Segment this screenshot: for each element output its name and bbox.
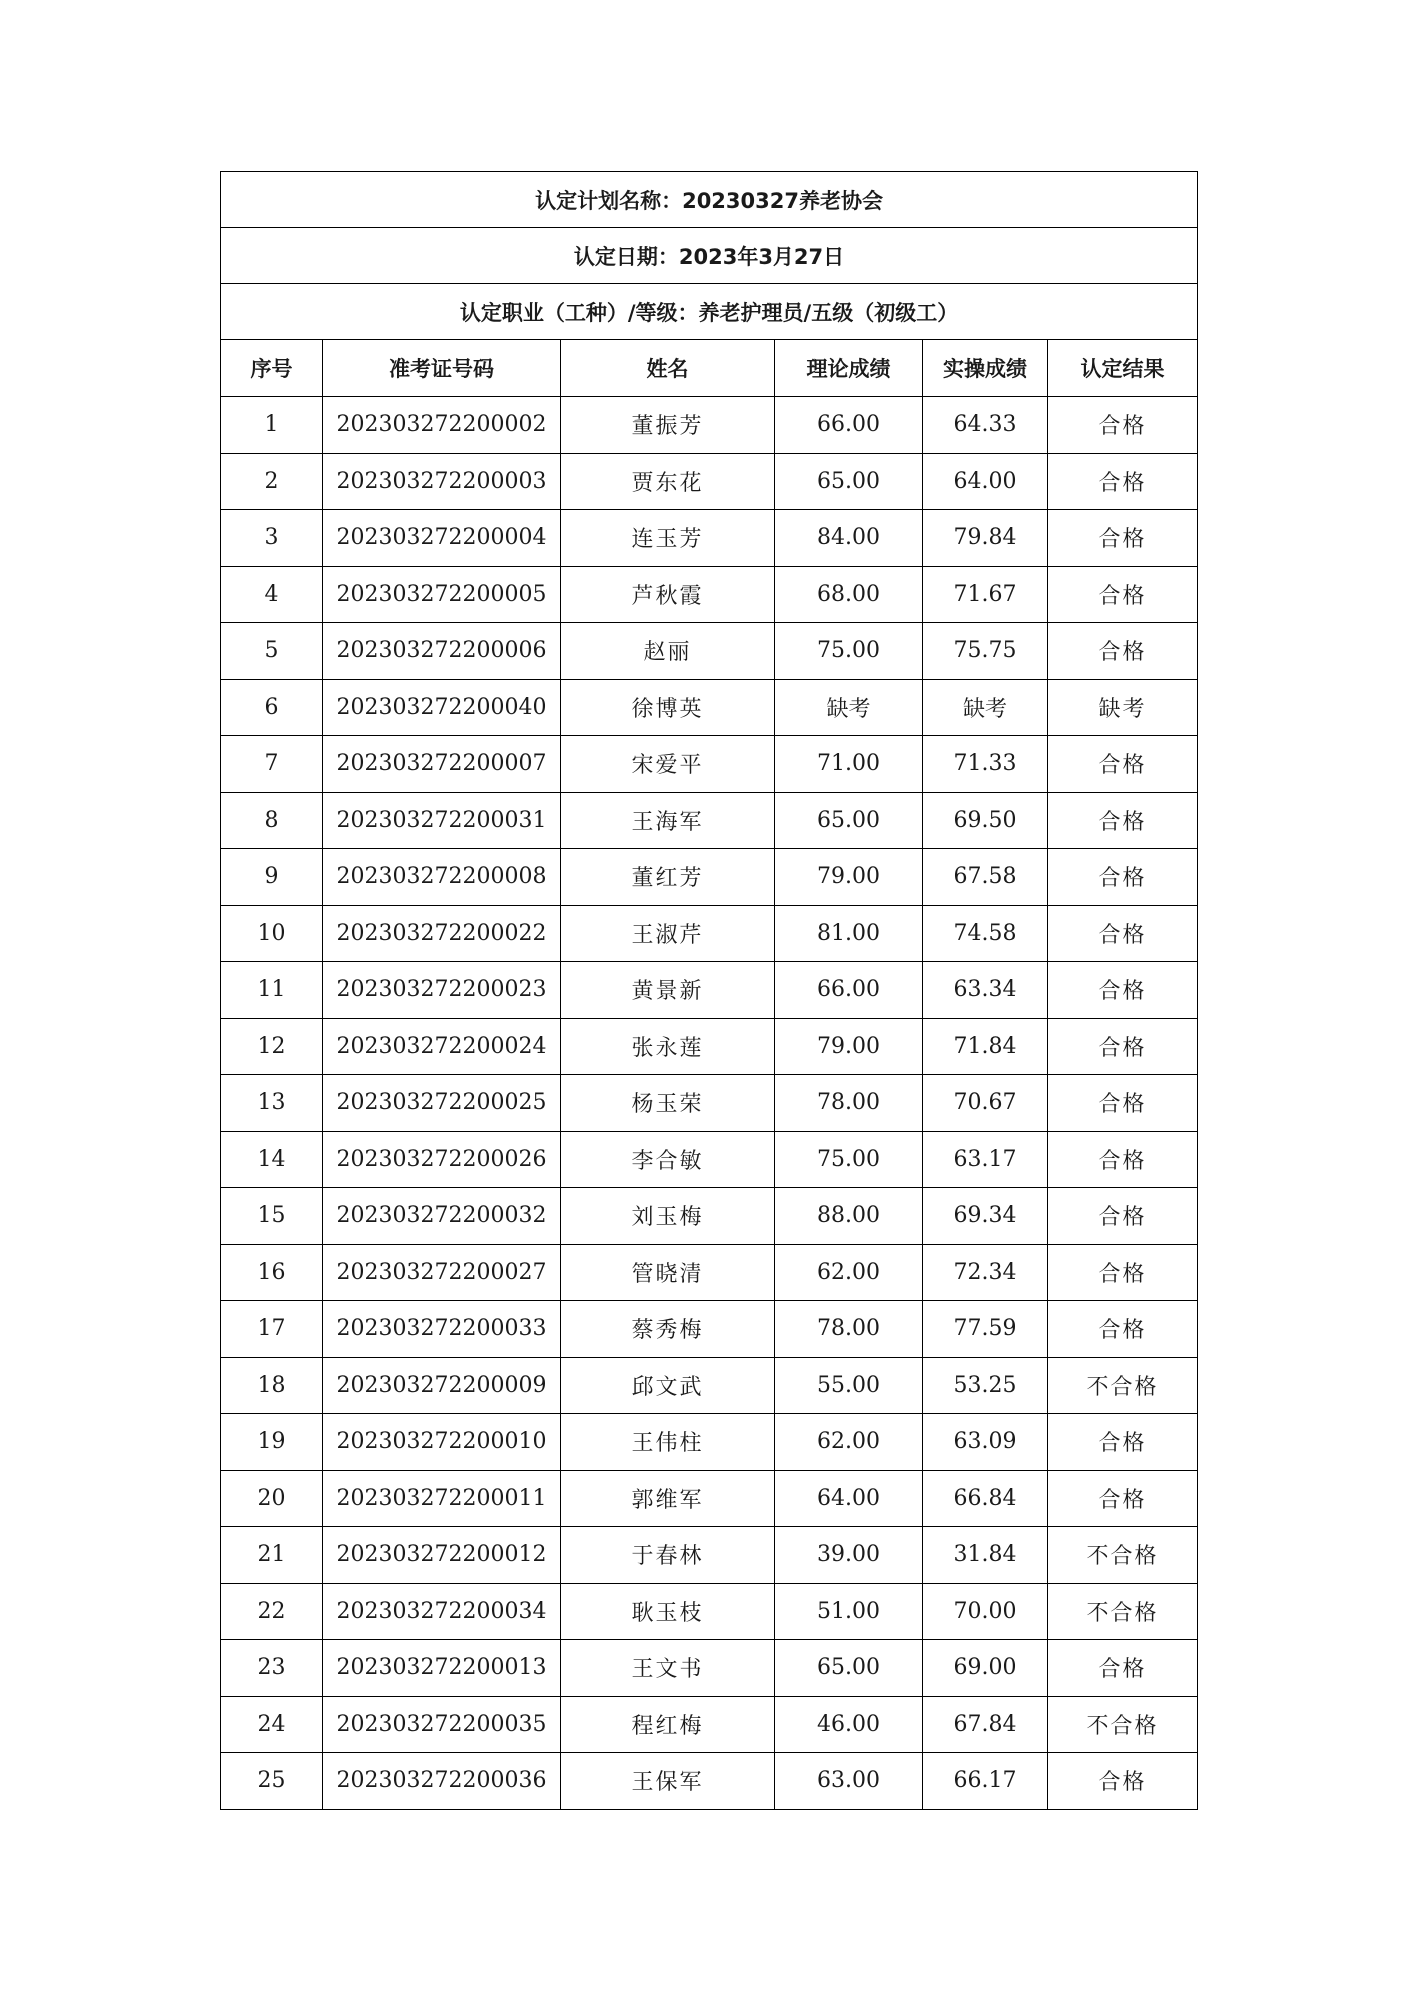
cell-result: 合格 [1048,566,1198,623]
cell-practical: 74.58 [923,905,1048,962]
column-header-ticket: 准考证号码 [323,340,561,397]
cell-name: 刘玉梅 [561,1188,775,1245]
cell-seq: 18 [221,1357,323,1414]
cell-seq: 13 [221,1075,323,1132]
cell-seq: 3 [221,510,323,567]
plan-name-row [221,172,1198,228]
table-row [221,792,1198,849]
table-row [221,1357,1198,1414]
table-row [221,453,1198,510]
plan-name-label: 认定计划名称： [535,188,683,213]
cell-name: 程红梅 [561,1696,775,1753]
cell-seq: 9 [221,849,323,906]
date-row [221,228,1198,284]
cell-result: 不合格 [1048,1357,1198,1414]
cell-name: 耿玉枝 [561,1583,775,1640]
cell-theory: 39.00 [775,1527,923,1584]
cell-name: 董振芳 [561,397,775,454]
cell-ticket: 202303272200008 [323,849,561,906]
cell-seq: 17 [221,1301,323,1358]
cell-name: 赵丽 [561,623,775,680]
table-row [221,962,1198,1019]
cell-theory: 71.00 [775,736,923,793]
cell-result: 合格 [1048,905,1198,962]
table-row [221,1188,1198,1245]
cell-ticket: 202303272200032 [323,1188,561,1245]
cell-practical: 71.33 [923,736,1048,793]
cell-seq: 12 [221,1018,323,1075]
results-table [220,171,1198,1810]
cell-ticket: 202303272200006 [323,623,561,680]
cell-name: 郭维军 [561,1470,775,1527]
cell-theory: 62.00 [775,1414,923,1471]
cell-practical: 63.34 [923,962,1048,1019]
cell-seq: 4 [221,566,323,623]
cell-result: 合格 [1048,1188,1198,1245]
cell-practical: 64.00 [923,453,1048,510]
cell-practical: 69.50 [923,792,1048,849]
cell-seq: 5 [221,623,323,680]
cell-seq: 1 [221,397,323,454]
cell-ticket: 202303272200022 [323,905,561,962]
cell-ticket: 202303272200005 [323,566,561,623]
cell-theory: 79.00 [775,1018,923,1075]
table-row [221,1018,1198,1075]
results-document [220,171,1197,1810]
cell-name: 王文书 [561,1640,775,1697]
cell-seq: 6 [221,679,323,736]
cell-result: 不合格 [1048,1527,1198,1584]
cell-name: 董红芳 [561,849,775,906]
table-row [221,849,1198,906]
cell-practical: 66.84 [923,1470,1048,1527]
cell-theory: 78.00 [775,1301,923,1358]
cell-ticket: 202303272200026 [323,1131,561,1188]
cell-theory: 65.00 [775,1640,923,1697]
cell-theory: 缺考 [775,679,923,736]
cell-name: 宋爱平 [561,736,775,793]
cell-theory: 78.00 [775,1075,923,1132]
cell-ticket: 202303272200034 [323,1583,561,1640]
cell-theory: 84.00 [775,510,923,567]
cell-practical: 67.58 [923,849,1048,906]
column-header-name: 姓名 [561,340,775,397]
cell-theory: 75.00 [775,1131,923,1188]
cell-ticket: 202303272200010 [323,1414,561,1471]
cell-name: 杨玉荣 [561,1075,775,1132]
table-row [221,1527,1198,1584]
cell-ticket: 202303272200035 [323,1696,561,1753]
cell-theory: 66.00 [775,397,923,454]
cell-theory: 65.00 [775,453,923,510]
cell-theory: 62.00 [775,1244,923,1301]
cell-practical: 63.09 [923,1414,1048,1471]
table-row [221,1470,1198,1527]
cell-theory: 46.00 [775,1696,923,1753]
cell-result: 合格 [1048,1640,1198,1697]
cell-result: 合格 [1048,1075,1198,1132]
table-row [221,905,1198,962]
table-row [221,1075,1198,1132]
cell-name: 芦秋霞 [561,566,775,623]
cell-seq: 14 [221,1131,323,1188]
occupation-row [221,284,1198,340]
cell-name: 王海军 [561,792,775,849]
cell-ticket: 202303272200011 [323,1470,561,1527]
cell-result: 合格 [1048,849,1198,906]
cell-ticket: 202303272200023 [323,962,561,1019]
cell-result: 合格 [1048,1131,1198,1188]
table-row [221,397,1198,454]
table-body [221,172,1198,1810]
cell-seq: 20 [221,1470,323,1527]
cell-practical: 70.67 [923,1075,1048,1132]
cell-name: 黄景新 [561,962,775,1019]
cell-practical: 64.33 [923,397,1048,454]
cell-theory: 88.00 [775,1188,923,1245]
cell-ticket: 202303272200027 [323,1244,561,1301]
cell-practical: 72.34 [923,1244,1048,1301]
occupation-value: 养老护理员/五级（初级工） [698,300,959,325]
column-header-result: 认定结果 [1048,340,1198,397]
cell-result: 合格 [1048,510,1198,567]
cell-result: 合格 [1048,623,1198,680]
cell-practical: 69.00 [923,1640,1048,1697]
cell-ticket: 202303272200036 [323,1753,561,1810]
cell-practical: 31.84 [923,1527,1048,1584]
cell-theory: 64.00 [775,1470,923,1527]
cell-name: 连玉芳 [561,510,775,567]
cell-ticket: 202303272200025 [323,1075,561,1132]
table-row [221,736,1198,793]
table-row [221,1696,1198,1753]
cell-seq: 8 [221,792,323,849]
cell-result: 合格 [1048,1753,1198,1810]
table-row [221,1753,1198,1810]
cell-ticket: 202303272200012 [323,1527,561,1584]
cell-theory: 75.00 [775,623,923,680]
cell-seq: 23 [221,1640,323,1697]
cell-result: 合格 [1048,792,1198,849]
cell-seq: 19 [221,1414,323,1471]
cell-ticket: 202303272200002 [323,397,561,454]
cell-name: 于春林 [561,1527,775,1584]
column-header-seq: 序号 [221,340,323,397]
cell-result: 合格 [1048,1018,1198,1075]
cell-seq: 10 [221,905,323,962]
cell-name: 王保军 [561,1753,775,1810]
table-row [221,1244,1198,1301]
column-header-row [221,340,1198,397]
cell-practical: 77.59 [923,1301,1048,1358]
date-label: 认定日期： [573,244,679,269]
occupation-label: 认定职业（工种）/等级： [459,300,699,325]
cell-result: 缺考 [1048,679,1198,736]
cell-theory: 79.00 [775,849,923,906]
cell-practical: 79.84 [923,510,1048,567]
cell-name: 王淑芹 [561,905,775,962]
cell-result: 合格 [1048,453,1198,510]
cell-practical: 71.67 [923,566,1048,623]
cell-result: 不合格 [1048,1583,1198,1640]
table-row [221,679,1198,736]
column-header-practical: 实操成绩 [923,340,1048,397]
cell-seq: 16 [221,1244,323,1301]
cell-result: 不合格 [1048,1696,1198,1753]
cell-practical: 66.17 [923,1753,1048,1810]
cell-theory: 51.00 [775,1583,923,1640]
cell-name: 管晓清 [561,1244,775,1301]
cell-name: 张永莲 [561,1018,775,1075]
cell-name: 李合敏 [561,1131,775,1188]
date-value: 2023年3月27日 [678,244,845,269]
plan-name-value: 20230327养老协会 [682,188,883,213]
cell-result: 合格 [1048,1470,1198,1527]
cell-practical: 71.84 [923,1018,1048,1075]
table-row [221,1640,1198,1697]
cell-theory: 68.00 [775,566,923,623]
cell-practical: 63.17 [923,1131,1048,1188]
cell-seq: 25 [221,1753,323,1810]
cell-theory: 81.00 [775,905,923,962]
cell-practical: 缺考 [923,679,1048,736]
cell-practical: 70.00 [923,1583,1048,1640]
cell-seq: 22 [221,1583,323,1640]
cell-practical: 67.84 [923,1696,1048,1753]
table-row [221,1131,1198,1188]
cell-theory: 63.00 [775,1753,923,1810]
cell-ticket: 202303272200007 [323,736,561,793]
cell-ticket: 202303272200013 [323,1640,561,1697]
table-row [221,566,1198,623]
cell-result: 合格 [1048,1244,1198,1301]
plan-name-cell [221,172,1198,228]
cell-seq: 7 [221,736,323,793]
cell-practical: 53.25 [923,1357,1048,1414]
table-row [221,510,1198,567]
occupation-cell [221,284,1198,340]
cell-seq: 21 [221,1527,323,1584]
cell-theory: 66.00 [775,962,923,1019]
cell-result: 合格 [1048,736,1198,793]
cell-result: 合格 [1048,397,1198,454]
cell-ticket: 202303272200009 [323,1357,561,1414]
cell-result: 合格 [1048,962,1198,1019]
cell-practical: 75.75 [923,623,1048,680]
cell-ticket: 202303272200003 [323,453,561,510]
cell-name: 王伟柱 [561,1414,775,1471]
cell-seq: 11 [221,962,323,1019]
cell-ticket: 202303272200004 [323,510,561,567]
table-row [221,1583,1198,1640]
cell-name: 蔡秀梅 [561,1301,775,1358]
cell-ticket: 202303272200024 [323,1018,561,1075]
cell-theory: 65.00 [775,792,923,849]
table-row [221,1301,1198,1358]
cell-ticket: 202303272200031 [323,792,561,849]
cell-seq: 15 [221,1188,323,1245]
cell-name: 邱文武 [561,1357,775,1414]
cell-ticket: 202303272200040 [323,679,561,736]
cell-result: 合格 [1048,1414,1198,1471]
cell-practical: 69.34 [923,1188,1048,1245]
cell-seq: 2 [221,453,323,510]
cell-theory: 55.00 [775,1357,923,1414]
cell-name: 徐博英 [561,679,775,736]
column-header-theory: 理论成绩 [775,340,923,397]
cell-seq: 24 [221,1696,323,1753]
table-row [221,623,1198,680]
table-row [221,1414,1198,1471]
cell-name: 贾东花 [561,453,775,510]
cell-ticket: 202303272200033 [323,1301,561,1358]
cell-result: 合格 [1048,1301,1198,1358]
date-cell [221,228,1198,284]
